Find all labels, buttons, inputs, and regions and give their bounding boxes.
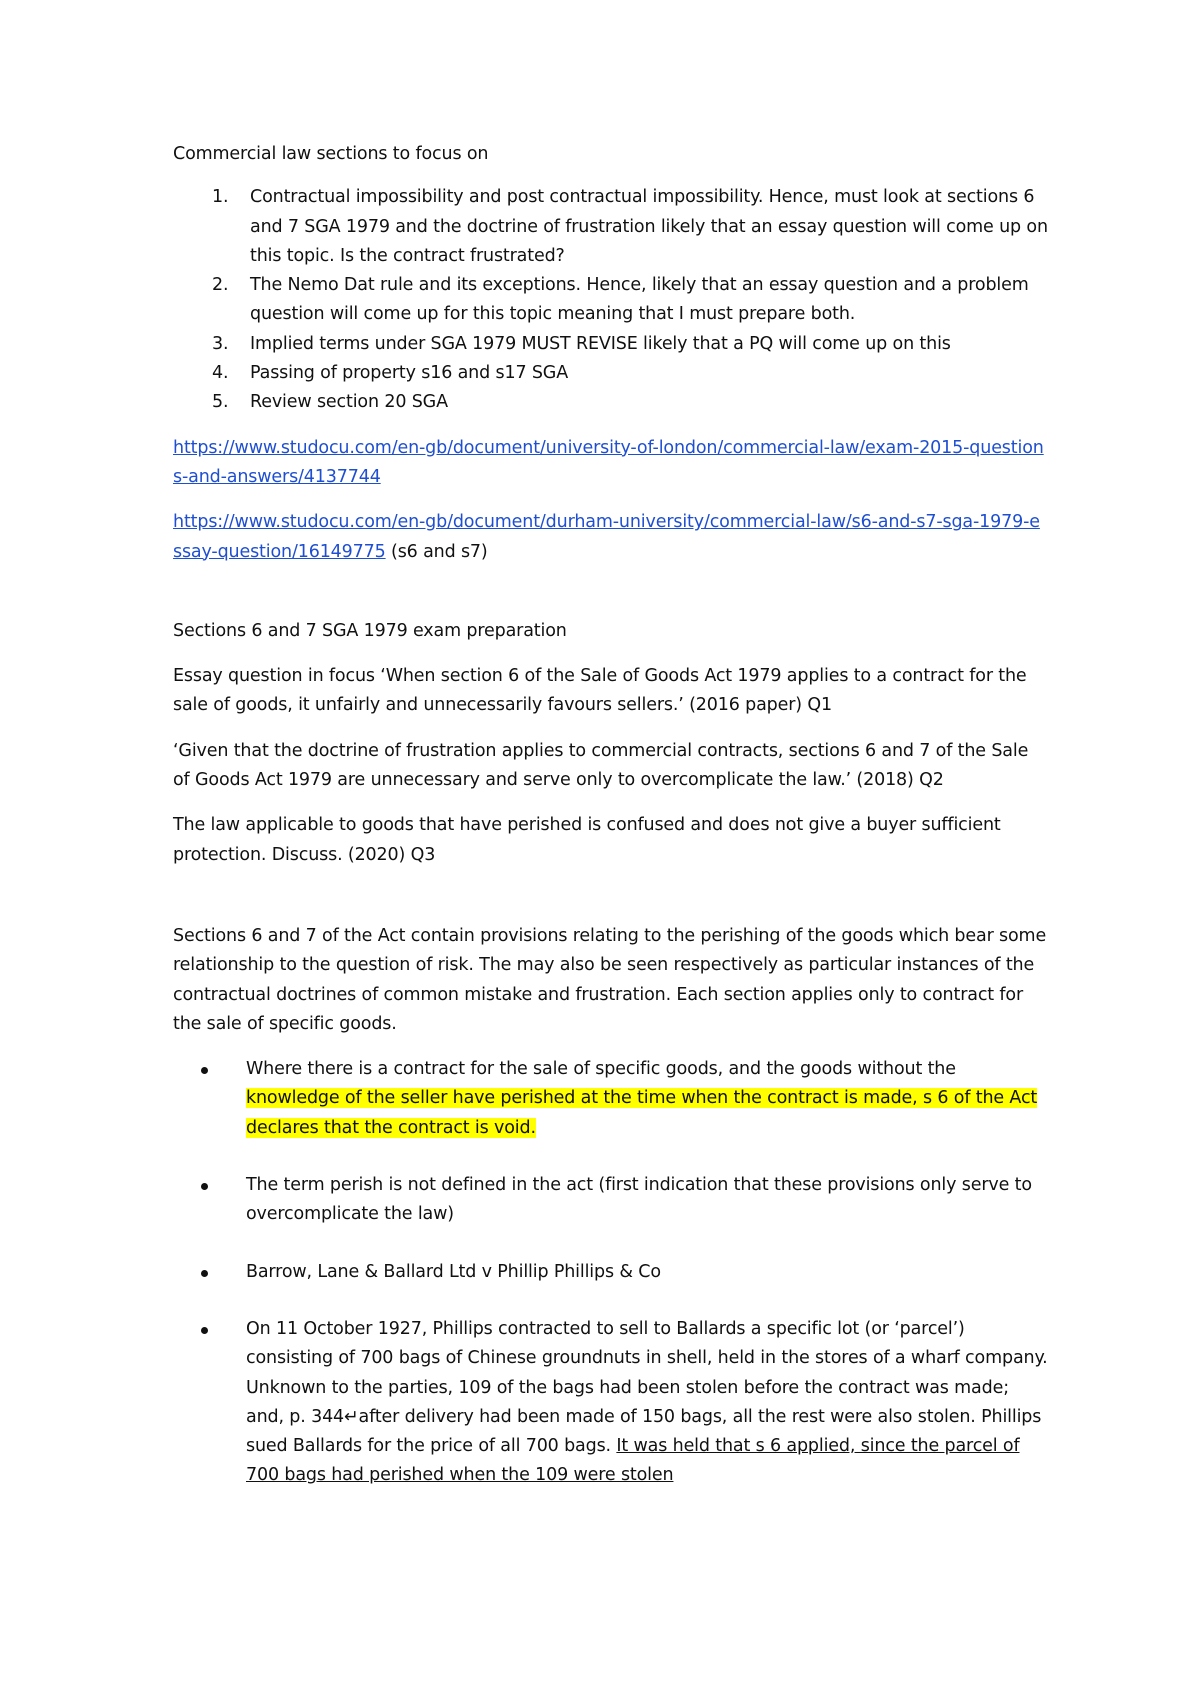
list-item-text: Passing of property s16 and s17 SGA — [250, 363, 569, 384]
bullet-item — [173, 1315, 1048, 1491]
highlighted-text: knowledge of the seller have perished at the time when the contract is made, s 6 of the Act declares that the contract is void. — [246, 1088, 1038, 1138]
case-name: Barrow, Lane & Ballard Ltd v Phillip Phillips & Co — [246, 1261, 661, 1282]
document-page — [173, 140, 1048, 1519]
bullet-text: The term perish is not defined in the act (first indication that these provisions only serve to overcomplicate the law) — [246, 1175, 1032, 1225]
notes-bullet-list — [173, 1055, 1048, 1491]
focus-list-item — [173, 271, 1048, 330]
bullet-text: On 11 October 1927, Phillips contracted to sell to Ballards a specific lot (or ‘parcel’) consisting of 700 bags of Chinese groundnuts in shell, held in the stores of a wharf company. Unknown to the parties, 109 of the bags had been stolen before the contract was made; and, p. 344↵after delivery had been made of 150 bags, all the rest were also stolen. Phillips sued Ballards for the price of all 700 bags. — [246, 1318, 1048, 1457]
essay-question-2016: Essay question in focus ‘When section 6 of the Sale of Goods Act 1979 applies to a contract for the sale of goods, it unfairly and unnecessarily favours sellers.’ (2016 paper) Q1 — [173, 666, 1027, 716]
focus-list-item — [173, 330, 1048, 359]
list-item-text: Implied terms under SGA 1979 MUST REVISE likely that a PQ will come up on this — [250, 333, 951, 354]
bullet-item — [173, 1055, 1048, 1143]
section-heading-focus: Commercial law sections to focus on — [173, 144, 489, 164]
list-item-text: The Nemo Dat rule and its exceptions. Hence, likely that an essay question and a problem question will come up for this topic meaning that I must prepare both. — [250, 275, 1029, 325]
bullet-text: Where there is a contract for the sale of specific goods, and the goods without the — [246, 1059, 956, 1080]
bullet-item — [173, 1258, 1048, 1287]
focus-list-item — [173, 388, 1048, 417]
essay-question-2020: The law applicable to goods that have perished is confused and does not give a buyer sufficient protection. Discuss. (2020) Q3 — [173, 815, 1001, 865]
underlined-holding: It was held that s 6 applied, since the parcel of 700 bags had perished when the 109 were stolen — [246, 1436, 1020, 1486]
focus-list — [173, 183, 1048, 417]
studocu-link-durham[interactable]: https://www.studocu.com/en-gb/document/durham-university/commercial-law/s6-and-s7-sga-1979-essay-question/16149775 — [173, 512, 1040, 562]
list-number: 4. — [212, 363, 229, 384]
bullet-item — [173, 1171, 1048, 1230]
intro-paragraph: Sections 6 and 7 of the Act contain provisions relating to the perishing of the goods which bear some relationship to the question of risk. The may also be seen respectively as particular instances of the contractual doctrines of common mistake and frustration. Each section applies only to contract for the sale of specific goods. — [173, 925, 1047, 1034]
list-number: 2. — [212, 275, 229, 296]
bullet-icon — [201, 1327, 208, 1334]
bullet-icon — [201, 1067, 208, 1074]
list-number: 3. — [212, 333, 229, 354]
section-heading-exam-prep: Sections 6 and 7 SGA 1979 exam preparation — [173, 620, 567, 641]
list-number: 1. — [212, 187, 229, 208]
essay-question-2018: ‘Given that the doctrine of frustration applies to commercial contracts, sections 6 and 7 of the Sale of Goods Act 1979 are unnecessary and serve only to overcomplicate the law.’ (2018) Q2 — [173, 740, 1029, 791]
list-number: 5. — [212, 392, 229, 413]
link-suffix: (s6 and s7) — [385, 541, 488, 562]
link-paragraph — [173, 508, 1048, 567]
link-paragraph — [173, 434, 1048, 493]
bullet-icon — [201, 1270, 208, 1277]
studocu-link-london[interactable]: https://www.studocu.com/en-gb/document/university-of-london/commercial-law/exam-2015-questions-and-answers/4137744 — [173, 437, 1044, 487]
focus-list-item — [173, 359, 1048, 388]
bullet-icon — [201, 1183, 208, 1190]
focus-list-item — [173, 183, 1048, 271]
list-item-text: Contractual impossibility and post contractual impossibility. Hence, must look at sections 6 and 7 SGA 1979 and the doctrine of frustration likely that an essay question will come up on this topic. Is the contract frustrated? — [250, 187, 1048, 266]
list-item-text: Review section 20 SGA — [250, 392, 448, 413]
